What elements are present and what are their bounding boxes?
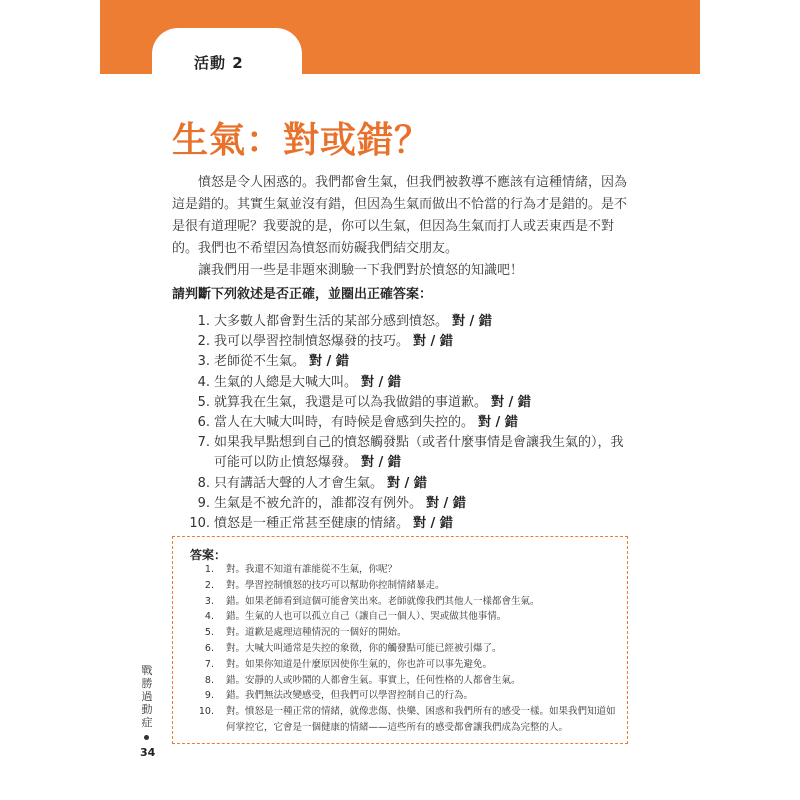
statement-text: 憤怒是一種正常甚至健康的情緒。 [214,516,410,532]
answer-text: 錯。如果老師看到這個可能會笑出來。老師就像我們其他人一樣都會生氣。 [226,595,540,607]
list-item [196,673,620,689]
statement-text: 當人在大喊大叫時，有時候是會感到失控的。 [214,415,475,431]
statement-text: 就算我在生氣，我還是可以為我做錯的事道歉。 [214,394,488,410]
item-number: 9. [197,495,210,511]
true-false-list [186,312,632,534]
statement-text: 大多數人都會對生活的某部分感到憤怒。 [214,314,449,329]
list-item [196,704,620,736]
answer-number: 5. [204,627,214,639]
statement-text: 老師從不生氣。 [214,354,306,370]
true-false-choice[interactable]: 對 / 錯 [491,394,531,410]
list-item [196,657,620,673]
true-false-choice[interactable]: 對 / 錯 [413,334,453,350]
page-number: 34 [140,746,156,759]
true-false-choice[interactable]: 對 / 錯 [452,314,492,329]
true-false-choice[interactable]: 對 / 錯 [309,354,349,370]
answer-list [196,562,620,736]
statement-text: 只有講話大聲的人才會生氣。 [214,475,384,491]
statement-text: 生氣是不被允許的，誰都沒有例外。 [214,495,423,511]
list-item [186,312,632,332]
list-item [186,494,632,514]
statement-text: 如果我早點想到自己的憤怒觸發點（或者什麼事情是會讓我生氣的），我可能可以防止憤怒爆發。 [214,435,624,471]
true-false-choice[interactable]: 對 / 錯 [426,495,466,511]
list-item [186,474,632,494]
item-number: 7. [197,435,210,451]
item-number: 3. [197,354,210,370]
list-item [186,433,632,473]
list-item [196,688,620,704]
answer-text: 對。道歉是處理這種情況的一個好的開始。 [226,627,407,639]
true-false-choice[interactable]: 對 / 錯 [387,475,427,491]
instruction-text: 請判斷下列敘述是否正確，並圈出正確答案： [172,287,433,302]
list-item [186,352,632,372]
list-item [196,625,620,641]
answer-text: 對。大喊大叫通常是失控的象徵，你的觸發點可能已經被引爆了。 [226,642,502,654]
answer-number: 3. [204,595,214,607]
item-number: 5. [197,394,210,410]
answer-number: 10. [198,706,214,718]
item-number: 2. [197,334,210,350]
list-item [196,578,620,594]
statement-text: 我可以學習控制憤怒爆發的技巧。 [214,334,410,350]
item-number: 4. [197,374,210,390]
book-title-vertical: 戰勝過動症 [141,664,153,729]
list-item [196,594,620,610]
answer-number: 1. [204,564,214,575]
list-item [186,373,632,393]
statement-text: 生氣的人總是大喊大叫。 [214,374,358,390]
list-item [186,393,632,413]
page-title: 生氣：對或錯？ [172,120,432,161]
answer-number: 4. [204,611,214,623]
true-false-choice[interactable]: 對 / 錯 [361,374,401,390]
answer-number: 7. [204,658,214,670]
answer-text: 錯。安靜的人或吵鬧的人都會生氣。事實上，任何性格的人都會生氣。 [226,674,521,686]
answer-number: 9. [204,690,214,702]
item-number: 8. [197,475,210,491]
list-item [196,609,620,625]
answer-number: 8. [204,674,214,686]
list-item [186,332,632,352]
answer-number: 2. [204,579,214,591]
answer-number: 6. [204,642,214,654]
true-false-choice[interactable]: 對 / 錯 [361,455,401,471]
answer-text: 對。如果你知道是什麼原因使你生氣的，你也許可以事先避免。 [226,658,493,670]
answer-text: 對。憤怒是一種正常的情緒，就像悲傷、快樂、困惑和我們所有的感受一樣。如果我們知道如何掌控它，它會是一個健康的情緒——這些所有的感受都會讓我們成為完整的人。 [226,706,616,733]
answer-text: 錯。我們無法改變感受，但我們可以學習控制自己的行為。 [226,690,474,702]
list-item [196,641,620,657]
true-false-choice[interactable]: 對 / 錯 [478,415,518,431]
intro-text [172,172,630,282]
item-number: 1. [197,314,210,329]
answer-text: 錯。生氣的人也可以孤立自己（讓自己一個人）、哭或做其他事情。 [226,611,507,623]
answer-title: 答案： [190,548,227,562]
sidebar-dot [144,735,149,740]
answer-text: 對。學習控制憤怒的技巧可以幫助你控制情緒暴走。 [226,579,445,591]
answer-text: 對。我還不知道有誰能從不生氣，你呢？ [226,564,398,575]
intro-paragraph: 讓我們用一些是非題來測驗一下我們對於憤怒的知識吧！ [198,263,524,278]
intro-paragraph: 憤怒是令人困惑的。我們都會生氣，但我們被教導不應該有這種情緒，因為這是錯的。其實生氣並沒有錯，但因為生氣而做出不恰當的行為才是錯的。是不是很有道理呢？我要說的是，你可以生氣，但因為生氣而打人或丟東西是不對的。我們也不希望因為憤怒而妨礙我們結交朋友。 [172,175,628,256]
list-item [196,562,620,578]
item-number: 10. [189,516,210,532]
item-number: 6. [197,415,210,431]
true-false-choice[interactable]: 對 / 錯 [413,516,453,532]
list-item [186,514,632,534]
list-item [186,413,632,433]
activity-label: 活動 2 [194,54,244,72]
